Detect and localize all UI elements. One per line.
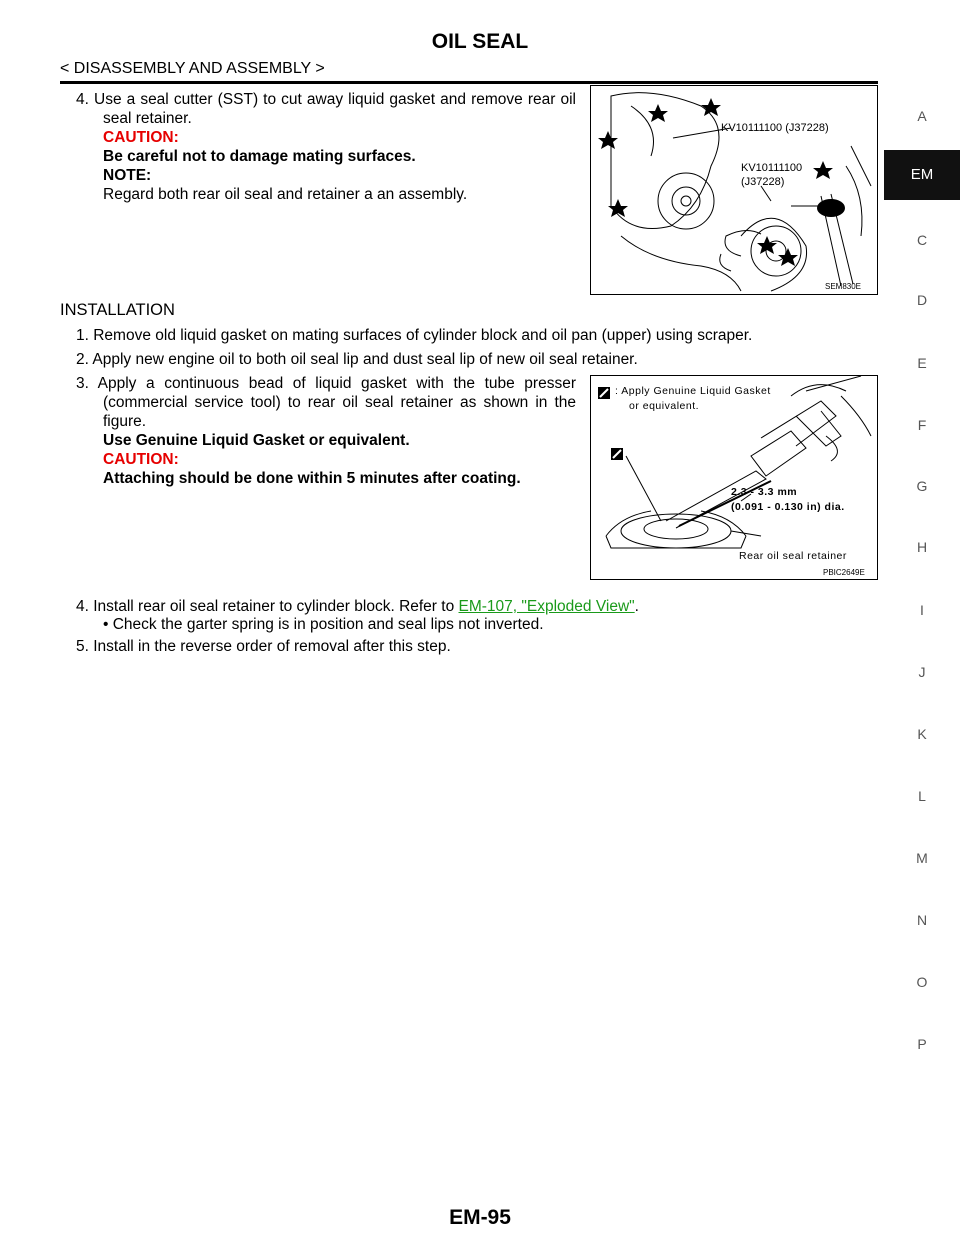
engine-illustration bbox=[591, 86, 877, 294]
index-m[interactable]: M bbox=[916, 850, 928, 866]
figure-code: PBIC2649E bbox=[823, 568, 865, 577]
index-l[interactable]: L bbox=[918, 788, 926, 804]
removal-step-4-text: 4. Use a seal cutter (SST) to cut away liquid gasket and remove rear oil seal retainer. bbox=[76, 91, 576, 127]
gasket-spec: Use Genuine Liquid Gasket or equivalent. bbox=[103, 432, 410, 449]
note-text: Regard both rear oil seal and retainer a an assembly. bbox=[103, 186, 468, 203]
install-step-2: 2. Apply new engine oil to both oil seal lip and dust seal lip of new oil seal retainer. bbox=[76, 351, 638, 368]
index-e[interactable]: E bbox=[917, 355, 927, 371]
index-a[interactable]: A bbox=[917, 108, 927, 124]
install-step-3 bbox=[76, 374, 576, 488]
install-step-1: 1. Remove old liquid gasket on mating surfaces of cylinder block and oil pan (upper) using scraper. bbox=[76, 327, 753, 344]
index-p[interactable]: P bbox=[917, 1036, 927, 1052]
install-step-4-bullet: • Check the garter spring is in position and seal lips not inverted. bbox=[103, 616, 544, 633]
dimension-in: (0.091 - 0.130 in) dia. bbox=[731, 501, 845, 513]
index-j[interactable]: J bbox=[918, 664, 926, 680]
installation-heading: INSTALLATION bbox=[60, 301, 175, 319]
step3-caution-text: Attaching should be done within 5 minutes after coating. bbox=[103, 470, 521, 487]
figure-code: SEM830E bbox=[825, 282, 862, 291]
caution-label: CAUTION: bbox=[103, 129, 179, 146]
index-f[interactable]: F bbox=[917, 417, 927, 433]
caution-text: Be careful not to damage mating surfaces. bbox=[103, 148, 416, 165]
note-label: NOTE: bbox=[103, 167, 152, 184]
install-step-4: 4. Install rear oil seal retainer to cylinder block. Refer to EM-107, "Exploded View". bbox=[76, 598, 639, 615]
index-h[interactable]: H bbox=[916, 539, 928, 555]
tool-label-a: KV10111100 (J37228) bbox=[721, 122, 829, 134]
page-title: OIL SEAL bbox=[431, 30, 529, 53]
index-i[interactable]: I bbox=[920, 602, 924, 618]
figure-gasket-application bbox=[590, 375, 878, 580]
dimension-mm: 2.3 - 3.3 mm bbox=[731, 486, 798, 498]
section-label: < DISASSEMBLY AND ASSEMBLY > bbox=[60, 60, 325, 77]
install-step-4-text: 4. Install rear oil seal retainer to cylinder block. Refer to bbox=[76, 598, 455, 615]
tool-label-b1: KV10111100 bbox=[741, 162, 803, 174]
install-step-5: 5. Install in the reverse order of removal after this step. bbox=[76, 638, 451, 655]
header-rule bbox=[60, 81, 878, 84]
exploded-view-link[interactable]: EM-107, "Exploded View" bbox=[458, 598, 635, 615]
index-g[interactable]: G bbox=[916, 478, 928, 494]
section-index bbox=[884, 0, 960, 1242]
index-o[interactable]: O bbox=[916, 974, 928, 990]
page-number: EM-95 bbox=[449, 1206, 511, 1229]
legend-line-2: or equivalent. bbox=[629, 400, 700, 412]
index-em[interactable]: EM bbox=[884, 150, 960, 200]
part-label: Rear oil seal retainer bbox=[739, 550, 847, 562]
index-n[interactable]: N bbox=[916, 912, 928, 928]
step3-caution-label: CAUTION: bbox=[103, 451, 179, 468]
index-d[interactable]: D bbox=[916, 292, 928, 308]
tool-label-b2: (J37228) bbox=[741, 176, 785, 188]
figure-seal-cutter bbox=[590, 85, 878, 295]
removal-step-4 bbox=[76, 90, 576, 204]
index-k[interactable]: K bbox=[917, 726, 927, 742]
index-c[interactable]: C bbox=[916, 232, 928, 248]
legend-line-1: : Apply Genuine Liquid Gasket bbox=[615, 385, 771, 397]
install-step-3-text: 3. Apply a continuous bead of liquid gasket with the tube presser (commercial service tool) to rear oil seal retainer as shown in the figure. bbox=[76, 375, 576, 430]
